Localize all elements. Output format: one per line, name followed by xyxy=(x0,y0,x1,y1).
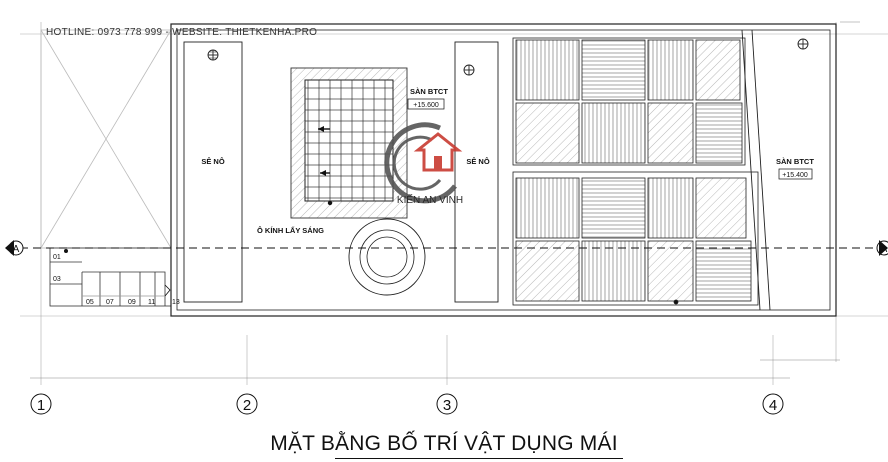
drawing-title: MẶT BẰNG BỐ TRÍ VẬT DỤNG MÁI xyxy=(270,432,618,455)
grid-number-3: 3 xyxy=(442,397,452,414)
gutter-left xyxy=(184,42,242,302)
slab-label-2: SÀN BTCT xyxy=(776,157,814,166)
slab-label-1: SÀN BTCT xyxy=(410,87,448,96)
section-marker-left-label: A xyxy=(12,244,20,255)
hotline-text: HOTLINE: 0973 778 999 - WEBSITE: THIETKENHA.PRO xyxy=(46,27,318,38)
section-marker-right xyxy=(877,240,888,256)
gutter-middle-label: SÊ NÔ xyxy=(466,157,490,166)
gutter-middle xyxy=(455,42,498,302)
watermark-text: KIẾN AN VINH xyxy=(396,195,464,206)
step-01: 01 xyxy=(53,254,61,261)
title-underline xyxy=(335,458,623,459)
step-09: 09 xyxy=(128,299,136,306)
section-marker-right-label: A xyxy=(880,244,888,255)
staircase xyxy=(50,248,171,306)
grid-marker-3 xyxy=(437,394,457,414)
step-03: 03 xyxy=(53,276,61,283)
grid-number-4: 4 xyxy=(768,397,778,414)
step-13: 13 xyxy=(172,299,180,306)
gutter-left-label: SÊ NÔ xyxy=(201,157,225,166)
grid-marker-2 xyxy=(237,394,257,414)
step-05: 05 xyxy=(86,299,94,306)
grid-number-1: 1 xyxy=(36,397,46,414)
section-marker-left xyxy=(5,240,23,256)
grid-number-2: 2 xyxy=(242,397,252,414)
left-void-area xyxy=(41,30,171,248)
grid-marker-4 xyxy=(763,394,783,414)
roof-panels xyxy=(513,38,758,305)
step-11: 11 xyxy=(148,299,156,306)
grid-marker-1 xyxy=(31,394,51,414)
skylight-label: Ô KÍNH LẤY SÁNG xyxy=(257,226,324,235)
step-07: 07 xyxy=(106,299,114,306)
level-tag-1: +15.600 xyxy=(413,102,439,109)
level-tag-2: +15.400 xyxy=(782,172,808,179)
water-tank xyxy=(349,219,425,295)
